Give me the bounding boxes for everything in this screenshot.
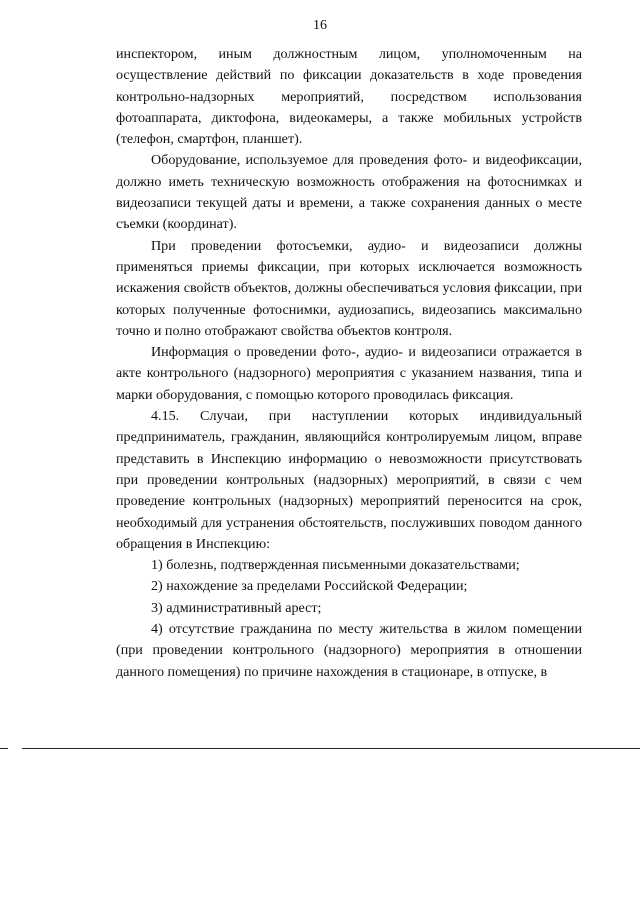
paragraph-recording-info: Информация о проведении фото-, аудио- и видеозаписи отражается в акте контрольного (надзорного) мероприятия с указанием названия, типа и марки оборудования, с помощью которого проводилась фиксация. <box>116 344 582 403</box>
margin-mark <box>0 748 8 749</box>
document-body <box>116 44 582 683</box>
paragraph-continuation: инспектором, иным должностным лицом, уполномоченным на осуществление действий по фиксации доказательств в ходе проведения контрольно-надзорных мероприятий, посредством использования фотоаппарата, диктофона, видеокамеры, а также мобильных устройств (телефон, смартфон, планшет). <box>116 46 582 148</box>
paragraph-recording-methods: При проведении фотосъемки, аудио- и видеозаписи должны применяться приемы фиксации, при которых исключается возможность искажения свойств объектов, должны обеспечиваться условия фиксации, при которых полученные фотоснимки, аудиозапись, видеозапись максимально точно и полно отображают свойства объектов контроля. <box>116 237 582 339</box>
paragraph-section-4-15: 4.15. Случаи, при наступлении которых индивидуальный предприниматель, гражданин, являющийся контролируемым лицом, вправе представить в Инспекцию информацию о невозможности присутствовать при проведении контрольных (надзорных) мероприятий, в связи с чем проведение контрольных (надзорных) мероприятий переносится на срок, необходимый для устранения обстоятельств, послуживших поводом данного обращения в Инспекцию: <box>116 408 582 552</box>
page-divider <box>22 748 640 749</box>
page-number: 16 <box>313 18 327 33</box>
list-item: 3) административный арест; <box>151 599 322 616</box>
list-item: 1) болезнь, подтвержденная письменными доказательствами; <box>151 557 520 574</box>
paragraph-equipment: Оборудование, используемое для проведения фото- и видеофиксации, должно иметь техническую возможность отображения на фотоснимках и видеозаписи текущей даты и времени, а также сохранения данных о месте съемки (координат). <box>116 152 582 233</box>
paragraph-item-4: 4) отсутствие гражданина по месту жительства в жилом помещении (при проведении контрольного (надзорного) мероприятия в отношении данного помещения) по причине нахождения в стационаре, в отпуске, в <box>116 621 582 680</box>
list-item: 2) нахождение за пределами Российской Федерации; <box>151 578 468 595</box>
